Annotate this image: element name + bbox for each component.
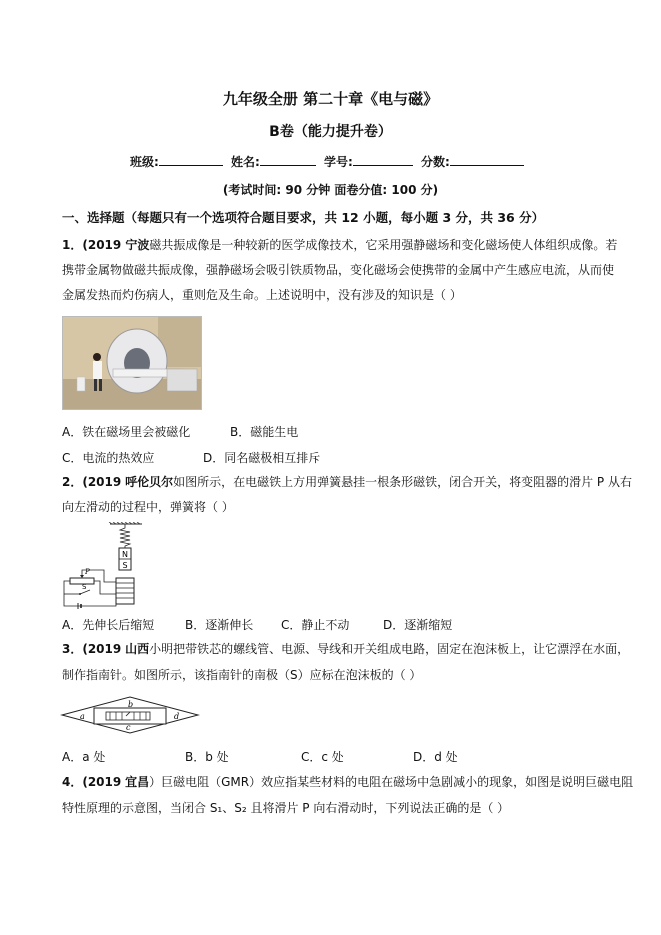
- q3-option-a: A．a 处: [62, 750, 106, 764]
- switch-s-label: S: [82, 583, 87, 591]
- slider-p-label: P: [85, 568, 90, 576]
- id-label: 学号:: [324, 155, 353, 169]
- class-blank: [159, 153, 223, 166]
- id-blank: [353, 153, 413, 166]
- q3-source: 山西: [125, 642, 150, 656]
- point-c-label: c: [126, 723, 131, 732]
- q2-option-d: D．逐渐缩短: [383, 618, 453, 632]
- name-blank: [260, 153, 316, 166]
- magnet-n-label: N: [122, 550, 128, 559]
- mri-photo: [62, 316, 202, 410]
- q2-source: 呼伦贝尔: [125, 475, 174, 489]
- exam-info: (考试时间: 90 分钟 面卷分值: 100 分): [222, 183, 439, 197]
- q2-line2: 向左滑动的过程中，弹簧将（ ）: [62, 500, 234, 514]
- q3-compass-figure: [60, 695, 200, 735]
- q1-source: (2019 宁波: [82, 238, 150, 252]
- section-title: 一、选择题（每题只有一个选项符合题目要求，共 12 小题，每小题 3 分，共 36 分）: [62, 210, 545, 225]
- q4-source: 宜昌: [125, 775, 150, 789]
- q3-option-b: B．b 处: [185, 750, 229, 764]
- q4-line1: [62, 774, 634, 790]
- page-title: 九年级全册 第二十章《电与磁》: [222, 90, 439, 108]
- score-blank: [450, 153, 524, 166]
- q4-number: 4．(2019: [62, 775, 122, 789]
- mri-illustration: [63, 317, 201, 409]
- q3-text-1: 小明把带铁芯的螺线管、电源、导线和开关组成电路，固定在泡沫板上，让它漂浮在水面，: [149, 642, 630, 656]
- q1-option-a: A．铁在磁场里会被磁化: [62, 425, 191, 439]
- page-subtitle: B卷（能力提升卷）: [269, 124, 392, 140]
- q4-line2: 特性原理的示意图，当闭合 S₁、S₂ 且将滑片 P 向右滑动时，下列说法正确的是（ ）: [62, 801, 510, 815]
- q1-line1: [62, 237, 618, 253]
- point-d-label: d: [174, 712, 180, 721]
- q3-line2: 制作指南针。如图所示，该指南针的南极（S）应标在泡沫板的（ ）: [62, 668, 422, 682]
- q3-number: 3．(2019: [62, 642, 122, 656]
- q1-option-d: D．同名磁极相互排斥: [203, 451, 321, 465]
- q3-option-d: D．d 处: [413, 750, 458, 764]
- student-info-row: [130, 153, 528, 170]
- name-label: 姓名:: [231, 155, 260, 169]
- q1-option-b: B．磁能生电: [230, 425, 299, 439]
- q2-circuit-figure: [60, 522, 160, 610]
- q2-option-b: B．逐渐伸长: [185, 618, 254, 632]
- class-label: 班级:: [130, 155, 159, 169]
- q2-line1: [62, 474, 632, 490]
- q1-option-c: C．电流的热效应: [62, 451, 155, 465]
- magnet-s-label: S: [122, 561, 128, 570]
- q3-option-c: C．c 处: [301, 750, 344, 764]
- point-b-label: b: [128, 700, 134, 709]
- q4-text-1: ）巨磁电阻（GMR）效应指某些材料的电阻在磁场中急剧减小的现象，如图是说明巨磁电阻: [149, 775, 634, 789]
- point-a-label: a: [80, 712, 85, 721]
- score-label: 分数:: [421, 155, 450, 169]
- q2-number: 2．(2019: [62, 475, 122, 489]
- q1-text-1: 磁共振成像是一种较新的医学成像技术，它采用强静磁场和变化磁场使人体组织成像。若: [149, 238, 618, 252]
- q1-number: 1．: [62, 238, 83, 252]
- q2-text-1: 如图所示，在电磁铁上方用弹簧悬挂一根条形磁铁，闭合开关，将变阻器的滑片 P 从右: [173, 475, 632, 489]
- q2-option-c: C．静止不动: [281, 618, 350, 632]
- q2-option-a: A．先伸长后缩短: [62, 618, 155, 632]
- q3-line1: [62, 641, 630, 657]
- q1-line2: 携带金属物做磁共振成像，强静磁场会吸引铁质物品，变化磁场会使携带的金属中产生感应电流，从而使: [62, 263, 615, 277]
- q1-line3: 金属发热而灼伤病人，重则危及生命。上述说明中，没有涉及的知识是（ ）: [62, 288, 462, 302]
